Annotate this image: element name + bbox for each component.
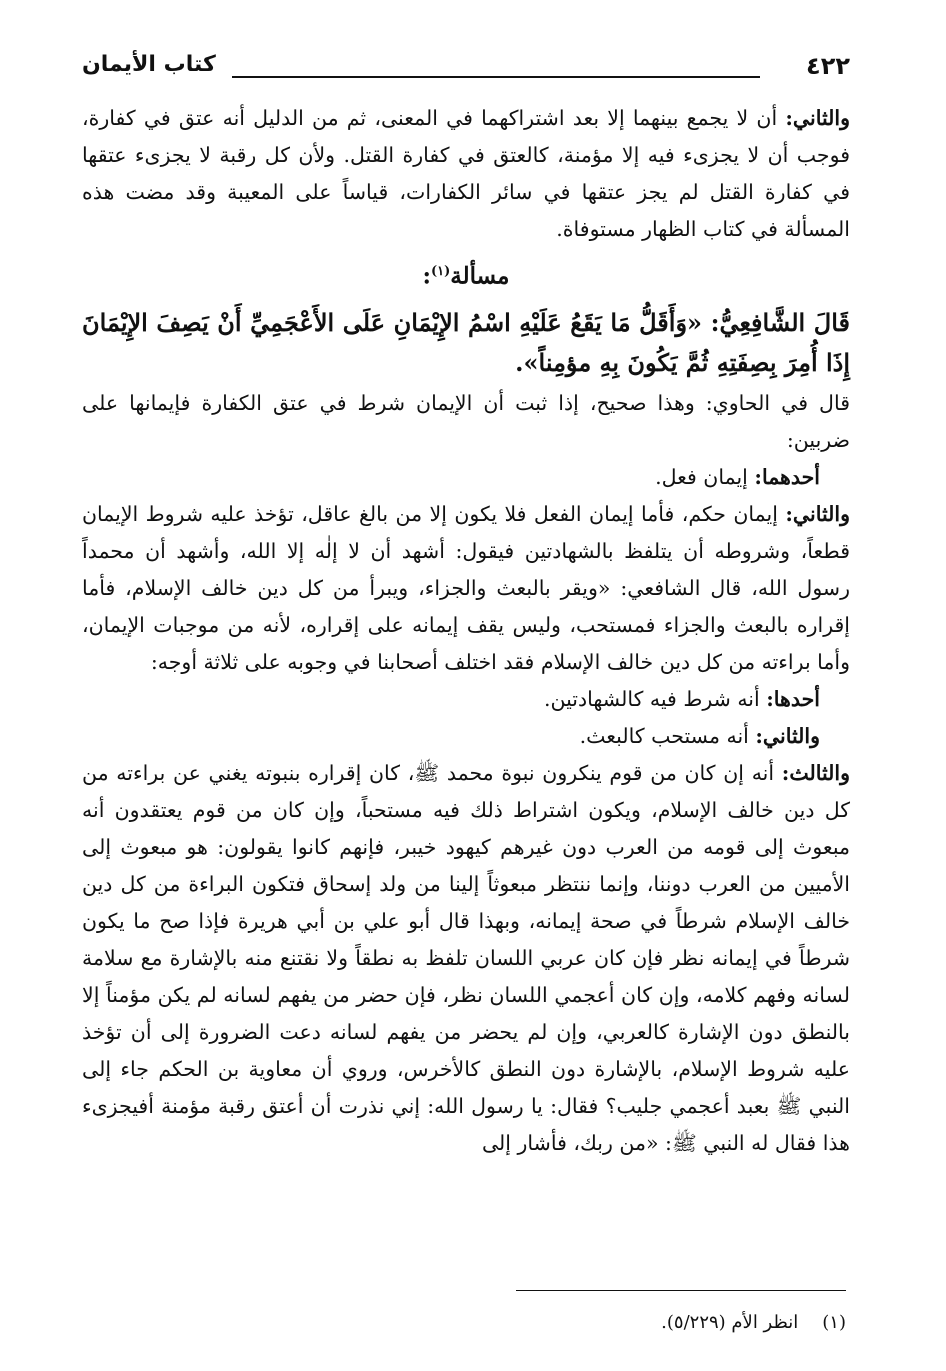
footnote <box>146 1312 846 1333</box>
issue-title: مسألة <box>450 262 510 290</box>
paragraph-text: أنه إن كان من قوم ينكرون نبوة محمد ﷺ، كان إقراره بنبوته يغني عن براءته من كل دين خالف الإسلام، ويكون اشتراط ذلك فيه مستحباً، وإن كان من قوم يعتقدون أنه مبعوث إلى قومه من العرب دون غيرهم كيهود خيبر، فإنهم كانوا يقولون: هو مبعوث إلى الأميين من العرب دوننا، وإنما ننتظر مبعوثاً إلينا من ولد إسحاق فتكون البراءة من كل دين خالف الإسلام شرطاً في صحة إيمانه، وبهذا قال أبو علي بن أبي هريرة فإذا صح ما يكون شرطاً في إيمانه نظر فإن كان عربي اللسان تلفظ به نطقاً ولا نقتنع منه بالإشارة مع سلامة لسانه وفهم كلامه، وإن كان أعجمي اللسان نظر، فإن حضر من يفهم لسانه لم يكن مؤمناً إلا بالنطق دون الإشارة كالعربي، وإن لم يحضر من يفهم لسانه دعت الضرورة إلى أن تؤخذ عليه شروط الإسلام، بالإشارة دون النطق كالأخرس، وروي أن معاوية بن الحكم جاء إلى النبي ﷺ بعبد أعجمي جليب؟ فقال: يا رسول الله: إني نذرت أن أعتق رقبة مؤمنة أفيجزىء هذا فقال له النبي ﷺ: «من ربك، فأشار إلى <box>82 760 850 1155</box>
shafii-quote: قَالَ الشَّافِعِيُّ: «وَأَقَلُّ مَا يَقَعُ عَلَيْهِ اسْمُ الإِيْمَانِ عَلَى الأَعْجَمِيِّ أَنْ يَصِفَ الإِيْمَانَ إِذَا أُمِرَ بِصِفَتِهِ ثُمَّ يَكُونَ بِهِ مؤمِناً». <box>82 307 850 377</box>
header-rule <box>232 76 760 78</box>
paragraph-text: أن لا يجمع بينهما إلا بعد اشتراكهما في المعنى، ثم من الدليل أنه عتق في كفارة، فوجب أن لا يجزىء فيه إلا مؤمنة، كالعتق في كفارة القتل. ولأن كل رقبة لا يجزىء عتقها في كفارة القتل لم يجز عتقها في سائر الكفارات، قياساً على المعيبة وقد مضت هذه المسألة في كتاب الظهار مستوفاة. <box>82 106 850 241</box>
paragraph <box>82 755 850 1162</box>
issue-suffix: : <box>422 262 431 290</box>
page-body <box>82 100 850 1162</box>
item-text: أنه شرط فيه كالشهادتين. <box>543 686 767 711</box>
page-header <box>82 52 850 92</box>
footnote-ref: (١) <box>431 264 451 279</box>
list-item <box>82 681 850 718</box>
item-lead: والثاني: <box>755 723 820 748</box>
item-lead: أحدها: <box>766 686 820 711</box>
issue-heading <box>82 254 850 295</box>
paragraph-lead: والثاني: <box>785 501 850 526</box>
item-text: إيمان فعل. <box>655 464 755 489</box>
footnote-rule <box>516 1290 846 1291</box>
footnote-text: انظر الأم (٥/٢٢٩). <box>661 1312 799 1333</box>
book-title: كتاب الأيمان <box>82 52 216 77</box>
paragraph-lead: والثالث: <box>781 760 850 785</box>
item-lead: أحدهما: <box>754 464 820 489</box>
page-number: ٤٢٢ <box>806 52 850 80</box>
paragraph <box>82 496 850 681</box>
item-text: أنه مستحب كالبعث. <box>579 723 756 748</box>
list-item <box>82 718 850 755</box>
paragraph <box>82 100 850 248</box>
paragraph-text: إيمان حكم، فأما إيمان الفعل فلا يكون إلا من بالغ عاقل، تؤخذ عليه شروط الإيمان قطعاً، وشروطه أن يتلفظ بالشهادتين فيقول: أشهد أن لا إلٰه إلا الله، وأشهد أن محمداً رسول الله، قال الشافعي: «ويقر بالبعث والجزاء، ويبرأ من كل دين خالف الإسلام، فأما إقراره بالبعث والجزاء فمستحب، وليس يقف إيمانه على إقراره، لأنه من موجبات الإيمان، وأما براءته من كل دين خالف الإسلام فقد اختلف أصحابنا في وجوبه على ثلاثة أوجه: <box>82 501 850 674</box>
paragraph-lead: والثاني: <box>785 106 850 130</box>
list-item <box>82 459 850 496</box>
footnote-number: (١) <box>822 1312 846 1333</box>
paragraph: قال في الحاوي: وهذا صحيح، إذا ثبت أن الإيمان شرط في عتق الكفارة فإيمانها على ضربين: <box>82 390 850 452</box>
